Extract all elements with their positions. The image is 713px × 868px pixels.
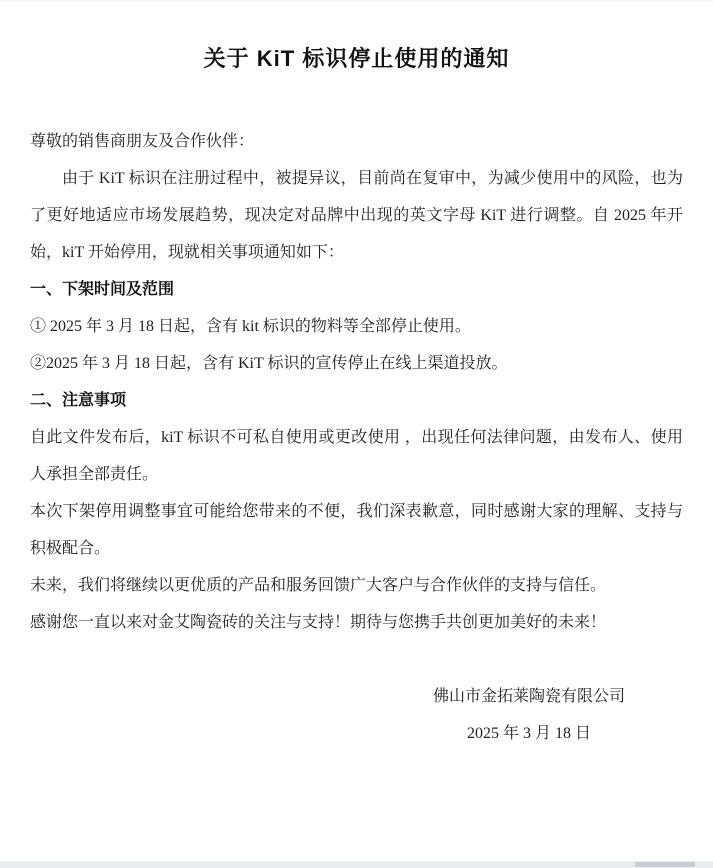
document-title: 关于 KiT 标识停止使用的通知 <box>203 46 510 71</box>
signature-block <box>30 678 683 752</box>
signature-inner <box>433 678 625 752</box>
signature-date: 2025 年 3 月 18 日 <box>466 725 591 742</box>
signature-company: 佛山市金拓莱陶瓷有限公司 <box>432 688 625 705</box>
window-top-edge <box>0 0 713 2</box>
horizontal-scrollbar[interactable] <box>0 861 713 868</box>
section-1-item-2: ②2025 年 3 月 18 日起，含有 KiT 标识的宣传停止在线上渠道投放。 <box>30 355 508 372</box>
section-2-heading: 二、注意事项 <box>30 392 127 409</box>
section-1-heading: 一、下架时间及范围 <box>30 281 175 298</box>
greeting-line: 尊敬的销售商朋友及合作伙伴： <box>30 133 255 150</box>
scrollbar-thumb[interactable] <box>635 862 695 867</box>
intro-paragraph: 由于 KiT 标识在注册过程中，被提异议，目前尚在复审中，为减少使用中的风险，也为了更好地适应市场发展趋势，现决定对品牌中出现的英文字母 KiT 进行调整。自 2025 年开始，kiT 开始停用，现就相关事项通知如下： <box>30 170 683 261</box>
notice-paragraph-2: 本次下架停用调整事宜可能给您带来的不便，我们深表歉意，同时感谢大家的理解、支持与积极配合。 <box>30 503 683 557</box>
notice-paragraph-4: 感谢您一直以来对金艾陶瓷砖的关注与支持！期待与您携手共创更加美好的未来！ <box>30 614 607 631</box>
section-1-item-1: ① 2025 年 3 月 18 日起，含有 kit 标识的物料等全部停止使用。 <box>30 318 471 335</box>
notice-paragraph-1: 自此文件发布后，kiT 标识不可私自使用或更改使用 ，出现任何法律问题，由发布人、使用人承担全部责任。 <box>30 429 683 483</box>
notice-paragraph-3: 未来，我们将继续以更优质的产品和服务回馈广大客户与合作伙伴的支持与信任。 <box>30 577 607 594</box>
